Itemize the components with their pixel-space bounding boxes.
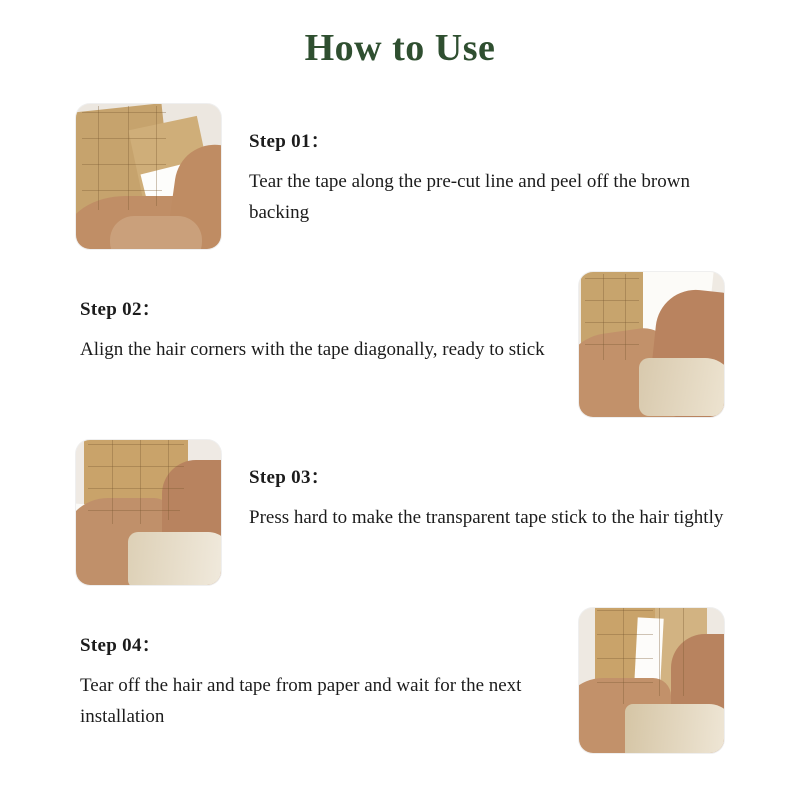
press-tape-on-hair-photo — [76, 440, 221, 585]
step-text-02 — [80, 272, 545, 366]
tape-peel-backing-photo — [76, 104, 221, 249]
step-row-04 — [76, 608, 724, 753]
step-text-04 — [80, 608, 579, 733]
page-title: How to Use — [304, 27, 496, 69]
step-text-03 — [249, 440, 723, 534]
step-row-02 — [76, 272, 724, 417]
step-description-02: Align the hair corners with the tape diagonally, ready to stick — [80, 339, 545, 360]
step-label-02: Step 02： — [80, 299, 162, 320]
step-text-01 — [249, 104, 749, 229]
step-description-03: Press hard to make the transparent tape stick to the hair tightly — [249, 507, 724, 528]
step-row-03 — [76, 440, 723, 585]
step-label-01: Step 01： — [249, 131, 331, 152]
step-label-03: Step 03： — [249, 467, 331, 488]
align-hair-corners-photo — [579, 272, 724, 417]
tear-hair-and-tape-photo — [579, 608, 724, 753]
step-description-04: Tear off the hair and tape from paper and wait for the next installation — [80, 675, 522, 727]
step-row-01 — [76, 104, 749, 249]
step-label-04: Step 04： — [80, 635, 162, 656]
step-description-01: Tear the tape along the pre-cut line and peel off the brown backing — [249, 171, 690, 223]
